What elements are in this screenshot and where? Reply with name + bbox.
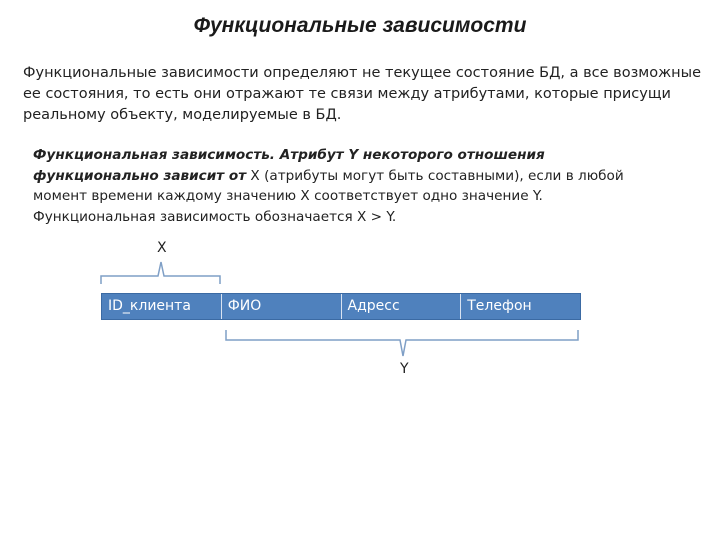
definition-term: функционально зависит от [33,167,247,184]
definition-line-2-rest: X (атрибуты могут быть составными), если в любой [246,167,624,184]
relation-attributes-row [101,293,581,320]
attribute-cell-phone: Телефон [467,298,532,314]
attribute-cell-id: ID_клиента [102,294,222,319]
slide-title: Функциональные зависимости [193,14,527,37]
y-brace-label: Y [400,361,409,377]
attribute-cell-fio: ФИО [222,294,342,319]
x-brace-label: X [157,240,167,256]
definition-line-1: Функциональная зависимость. Атрибут Y некоторого отношения [33,147,545,163]
x-brace [101,262,220,284]
intro-paragraph: Функциональные зависимости определяют не текущее состояние БД, а все возможные ее состояния, то есть они отражают те связи между атрибутами, которые присущи реальному объекту, моделируемые в БД. [23,65,702,123]
definition-line-4: Функциональная зависимость обозначается X > Y. [33,208,397,225]
definition-line-3: момент времени каждому значению X соответствует одно значение Y. [33,188,543,204]
y-brace [226,330,578,356]
attribute-cell-address: Адресс [342,294,462,319]
